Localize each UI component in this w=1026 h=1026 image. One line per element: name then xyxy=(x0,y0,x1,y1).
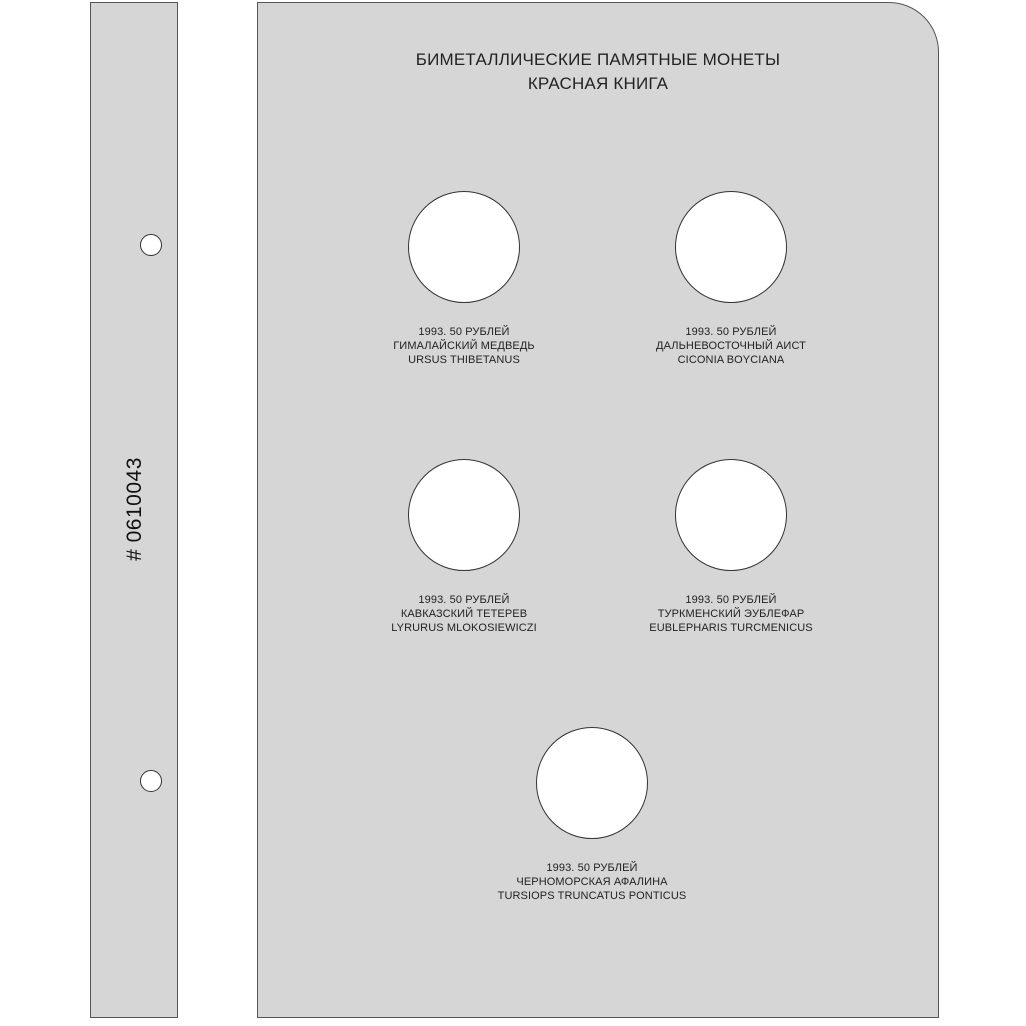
catalog-number: # 0610043 xyxy=(123,457,146,561)
coin-name-ru: ТУРКМЕНСКИЙ ЭУБЛЕФАР xyxy=(657,608,805,620)
punch-hole-bottom xyxy=(140,770,162,792)
binder-strip xyxy=(90,2,178,1018)
coin-hole[interactable] xyxy=(675,191,787,303)
coin-slot xyxy=(611,459,851,635)
coin-hole[interactable] xyxy=(408,459,520,571)
coin-album-sheet xyxy=(257,2,939,1018)
coin-hole[interactable] xyxy=(675,459,787,571)
coin-hole[interactable] xyxy=(408,191,520,303)
coin-slot xyxy=(472,727,712,903)
coin-slot xyxy=(344,191,584,367)
coin-year-value: 1993. 50 РУБЛЕЙ xyxy=(685,326,777,338)
punch-hole-top xyxy=(140,234,162,256)
page-title: БИМЕТАЛЛИЧЕСКИЕ ПАМЯТНЫЕ МОНЕТЫ xyxy=(415,50,781,69)
coin-label xyxy=(344,325,584,367)
coin-name-ru: ГИМАЛАЙСКИЙ МЕДВЕДЬ xyxy=(393,340,535,352)
coin-slot xyxy=(611,191,851,367)
page-subtitle: КРАСНАЯ КНИГА xyxy=(527,74,669,93)
coin-name-latin: CICONIA BOYCIANA xyxy=(677,354,785,366)
coin-slot xyxy=(344,459,584,635)
coin-name-ru: ДАЛЬНЕВОСТОЧНЫЙ АИСТ xyxy=(656,340,806,352)
coin-label xyxy=(344,593,584,635)
coin-name-latin: LYRURUS MLOKOSIEWICZI xyxy=(391,622,537,634)
coin-year-value: 1993. 50 РУБЛЕЙ xyxy=(685,594,777,606)
coin-name-ru: КАВКАЗСКИЙ ТЕТЕРЕВ xyxy=(400,608,528,620)
coin-name-latin: URSUS THIBETANUS xyxy=(408,354,520,366)
coin-label xyxy=(472,861,712,903)
coin-label xyxy=(611,325,851,367)
coin-name-latin: TURSIOPS TRUNCATUS PONTICUS xyxy=(497,890,687,902)
coin-year-value: 1993. 50 РУБЛЕЙ xyxy=(418,326,510,338)
coin-name-ru: ЧЕРНОМОРСКАЯ АФАЛИНА xyxy=(516,876,668,888)
coin-label xyxy=(611,593,851,635)
coin-name-latin: EUBLEPHARIS TURCMENICUS xyxy=(649,622,813,634)
coin-year-value: 1993. 50 РУБЛЕЙ xyxy=(546,862,638,874)
coin-year-value: 1993. 50 РУБЛЕЙ xyxy=(418,594,510,606)
coin-hole[interactable] xyxy=(536,727,648,839)
